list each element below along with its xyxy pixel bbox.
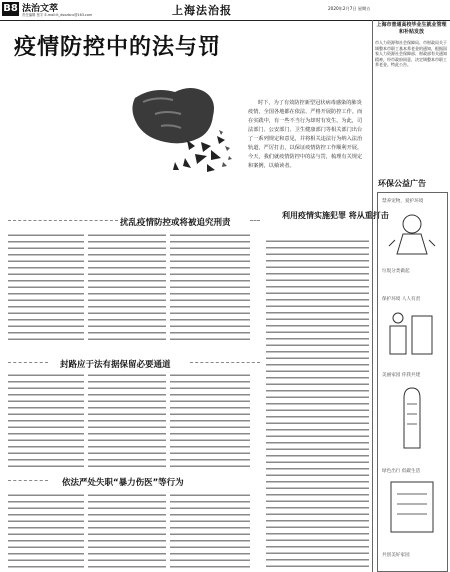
section-heading-1: 扰乱疫情防控或将被追究刑责 xyxy=(120,218,231,228)
column-divider xyxy=(372,20,373,572)
text-column-5 xyxy=(88,372,166,472)
ad-line: 美丽家园 你我共建 xyxy=(382,373,421,378)
text-column-3 xyxy=(170,232,250,342)
editor-credit: 责任编辑 张宇 E-mail:lt_dsxzbcu@163.com xyxy=(22,13,93,17)
text-column-right xyxy=(266,238,369,568)
page-number: B8 xyxy=(3,3,18,14)
text-column-6 xyxy=(170,372,250,472)
cartoon-illustration xyxy=(385,210,440,260)
ad-title: 环保公益广告 xyxy=(378,179,426,188)
text-column-8 xyxy=(88,492,166,570)
newspaper-masthead: 上海法治报 xyxy=(172,4,232,17)
ad-line: 共创美好家园 xyxy=(382,553,410,558)
cartoon-illustration xyxy=(382,306,442,366)
section-name: 法治文萃 xyxy=(22,4,59,14)
section-rule xyxy=(250,220,260,221)
text-column-9 xyxy=(170,492,250,570)
section-rule xyxy=(8,480,48,481)
text-column-4 xyxy=(8,372,84,472)
article-lead: 时下，为了有效防控新型冠状病毒感染的肺炎疫情，全国各地都在依法、严格开展防控工作。而在实践中，有一些不当行为却时有发生。为此，司法部门、公安部门、卫生健康部门等相关部门出台了一系列规定和意见，并将相关违法行为纳入法治轨道，严厉打击，以保证疫情防控工作顺利开展。今天，我们就疫情防控中的法与罚，梳理有关规定和案例，以飨读者。 xyxy=(248,100,363,169)
fist-shatter-illustration xyxy=(115,70,235,180)
section-heading-4: 封路应于法有据保留必要通道 xyxy=(60,360,171,370)
text-column-1 xyxy=(8,232,84,342)
issue-date: 2020年2月7日 星期五 xyxy=(328,6,371,11)
ad-line: 绿色出行 低碳生活 xyxy=(382,469,421,474)
text-column-7 xyxy=(8,492,84,570)
section-heading-2: 利用疫情实施犯罪 将从重打击 xyxy=(282,211,389,220)
notice-title: 上海市普通高校毕业生就业管理和补贴发放 xyxy=(376,22,447,35)
ad-line: 保护环境 人人有责 xyxy=(382,297,421,302)
text-column-2 xyxy=(88,232,166,342)
notice-body: 市人力资源和社会保障局、市财政局关于调整本市职工基本养老金的通知，根据国家人力资源社会保障部、财政部有关通知精神，经市政府同意，决定调整本市职工养老金。特此公告。 xyxy=(375,40,447,67)
section-rule xyxy=(190,362,260,363)
ad-line: 垃圾分类做起 xyxy=(382,269,410,274)
cartoon-illustration xyxy=(385,476,440,546)
article-headline: 疫情防控中的法与罚 xyxy=(14,35,222,60)
ad-line: 禁养宠物，爱护环境 xyxy=(382,199,424,204)
section-heading-5: 依法严处失职“暴力伤医”等行为 xyxy=(62,478,184,488)
section-rule xyxy=(8,220,118,221)
cartoon-illustration xyxy=(385,382,440,462)
section-rule xyxy=(8,362,48,363)
